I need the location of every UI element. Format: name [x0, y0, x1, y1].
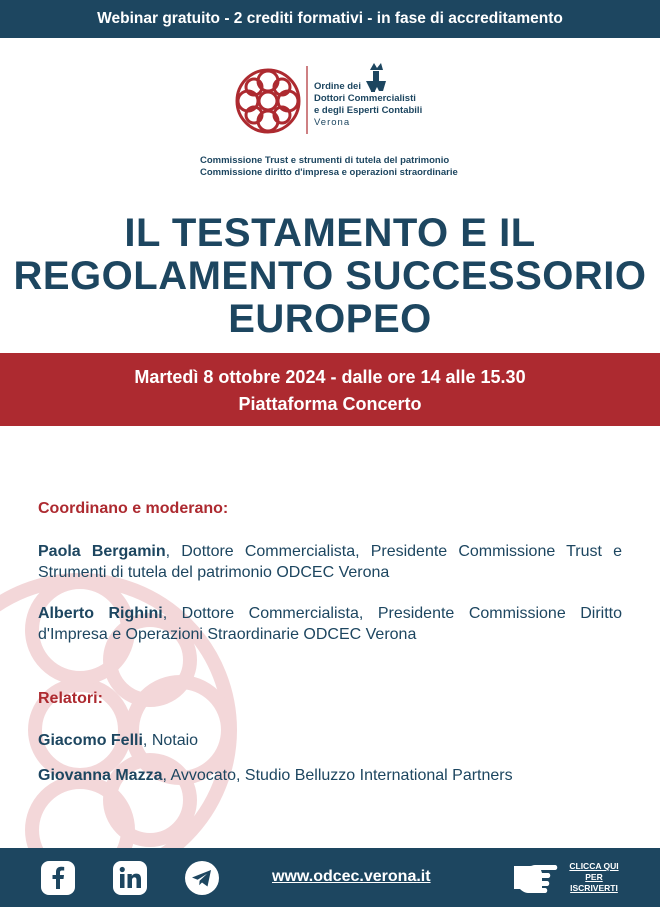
- speaker-1-name: Giacomo Felli: [38, 732, 143, 749]
- moderator-1-name: Paola Bergamin: [38, 543, 166, 560]
- banner-text: Webinar gratuito - 2 crediti formativi - in fase di accreditamento: [97, 10, 563, 27]
- website-link[interactable]: www.odcec.verona.it: [272, 868, 431, 885]
- org-line-2: Dottori Commercialisti: [314, 93, 416, 104]
- cta-line-3: ISCRIVERTI: [570, 883, 618, 893]
- telegram-icon[interactable]: [185, 861, 219, 895]
- speaker-2-role: , Avvocato, Studio Belluzzo International Partners: [162, 767, 513, 784]
- pointing-hand-icon[interactable]: [512, 858, 560, 896]
- org-city: Verona: [314, 117, 351, 128]
- linkedin-icon[interactable]: [113, 861, 147, 895]
- moderator-2-name: Alberto Righini: [38, 605, 163, 622]
- odcec-emblem-icon: [237, 70, 299, 132]
- speaker-2-name: Giovanna Mazza: [38, 767, 163, 784]
- title-line-2: REGOLAMENTO SUCCESSORIO: [13, 254, 647, 298]
- speaker-2: [38, 765, 622, 786]
- cta-line-1: CLICCA QUI: [569, 861, 619, 871]
- event-platform: Piattaforma Concerto: [238, 394, 422, 414]
- title-line-1: IL TESTAMENTO E IL: [124, 211, 536, 255]
- speaker-1-role: , Notaio: [142, 732, 199, 749]
- top-banner: [0, 0, 660, 38]
- facebook-icon[interactable]: [41, 861, 75, 895]
- commission-1: Commissione Trust e strumenti di tutela del patrimonio: [200, 155, 450, 166]
- moderator-1: [38, 541, 622, 583]
- org-line-1: Ordine dei: [314, 81, 361, 92]
- speaker-1: [38, 730, 622, 751]
- moderator-2-role: , Dottore Commercialista, Presidente Commissione Diritto d'Impresa e Operazioni Straordinarie ODCEC Verona: [38, 605, 623, 643]
- event-date-time: Martedì 8 ottobre 2024 - dalle ore 14 alle 15.30: [134, 367, 526, 387]
- moderators-heading: Coordinano e moderano:: [38, 500, 229, 517]
- speakers-heading: Relatori:: [38, 690, 103, 707]
- title-line-3: EUROPEO: [228, 297, 432, 341]
- org-name: [314, 81, 422, 129]
- moderators-section: [38, 498, 622, 519]
- event-title: [0, 212, 660, 341]
- moderator-2: [38, 603, 622, 645]
- speakers-section: [38, 688, 622, 709]
- register-link[interactable]: [568, 861, 620, 894]
- org-line-3: e degli Esperti Contabili: [314, 105, 423, 116]
- commission-2: Commissione diritto d'impresa e operazioni straordinarie: [200, 167, 458, 178]
- event-details-band: [0, 353, 660, 426]
- moderator-1-role: , Dottore Commercialista, Presidente Commissione Trust e Strumenti di tutela del patrimonio ODCEC Verona: [38, 543, 622, 581]
- commissions: [200, 155, 458, 179]
- cta-line-2: PER: [585, 872, 603, 882]
